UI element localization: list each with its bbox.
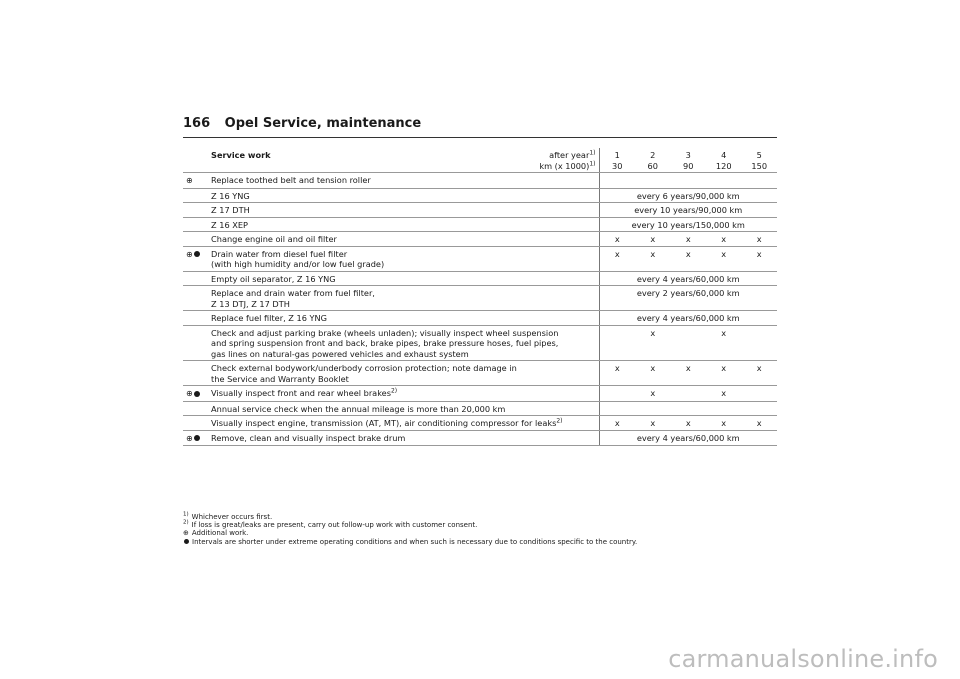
interval-mark: x [599, 246, 635, 271]
footnote-text: Additional work. [191, 529, 249, 538]
service-work-text: Z 17 DTH [208, 203, 599, 218]
interval-mark: x [599, 416, 635, 431]
footnote [183, 513, 637, 521]
row-marker [183, 311, 208, 326]
watermark: carmanualsonline.info [668, 645, 938, 673]
interval-col-5: 5 150 [741, 148, 777, 173]
service-work-text: Remove, clean and visually inspect brake drum [208, 430, 599, 446]
footnote-ref: 2) [556, 417, 563, 425]
interval-mark [599, 325, 635, 361]
table-row [183, 361, 777, 386]
row-marker [183, 246, 208, 271]
interval-mark: x [635, 386, 670, 402]
interval-axis-labels [539, 150, 595, 171]
service-work-heading: Service work [211, 150, 271, 160]
interval-col-3: 3 90 [671, 148, 706, 173]
interval-text: every 10 years/90,000 km [599, 203, 777, 218]
interval-mark: x [741, 416, 777, 431]
interval-mark: x [599, 232, 635, 247]
additional-work-icon: ⊕ [186, 176, 193, 185]
row-marker [183, 430, 208, 446]
footnote-text: Intervals are shorter under extreme operating conditions and when such is necessary due to conditions specific to the country. [192, 537, 638, 546]
footnote-ref: 1) [589, 159, 596, 167]
row-marker [183, 361, 208, 386]
interval-mark: x [635, 232, 670, 247]
interval-mark: x [671, 246, 706, 271]
footnote-marker: 2) [183, 519, 189, 526]
interval-text: every 4 years/60,000 km [599, 271, 777, 286]
row-marker [183, 217, 208, 232]
service-work-text: Change engine oil and oil filter [208, 232, 599, 247]
interval-col-4: 4 120 [706, 148, 741, 173]
table-row [183, 271, 777, 286]
service-work-text: Replace fuel filter, Z 16 YNG [208, 311, 599, 326]
table-row [183, 430, 777, 446]
service-work-text: Visually inspect front and rear wheel brakes$^{2)}$ [208, 386, 599, 402]
service-work-text: Z 16 XEP [208, 217, 599, 232]
service-work-text: Annual service check when the annual mileage is more than 20,000 km [208, 401, 599, 416]
interval-mark [671, 325, 706, 361]
interval-mark: x [599, 361, 635, 386]
row-marker [183, 232, 208, 247]
interval-mark [741, 386, 777, 402]
short-interval-icon [194, 391, 200, 397]
table-header-row [183, 148, 777, 173]
table-row [183, 217, 777, 232]
interval-text: every 10 years/150,000 km [599, 217, 777, 232]
row-marker [183, 173, 208, 189]
interval-mark: x [671, 416, 706, 431]
row-marker [183, 188, 208, 203]
interval-mark: x [741, 246, 777, 271]
row-marker [183, 401, 208, 416]
interval-mark [741, 325, 777, 361]
service-work-text: Z 16 YNG [208, 188, 599, 203]
table-row [183, 246, 777, 271]
page-title: Opel Service, maintenance [224, 116, 422, 131]
km-label: km (x 1000) [539, 160, 590, 171]
service-work-text: Replace and drain water from fuel filter, Z 13 DTJ, Z 17 DTH [208, 286, 599, 311]
table-row [183, 416, 777, 431]
interval-text [599, 173, 777, 189]
footnote-ref: 1) [589, 149, 596, 157]
short-interval-icon [184, 539, 189, 544]
service-work-text: Check and adjust parking brake (wheels unladen); visually inspect wheel suspension and spring suspension front and back, brake pipes, brake pressure hoses, fuel pipes, gas lines on natural-gas powered vehicles and exhaust system [208, 325, 599, 361]
footnote [183, 521, 637, 529]
row-marker [183, 271, 208, 286]
footnote [183, 529, 637, 537]
interval-mark: x [706, 361, 741, 386]
table-row [183, 286, 777, 311]
interval-col-1: 1 30 [599, 148, 635, 173]
interval-mark: x [635, 361, 670, 386]
row-marker [183, 325, 208, 361]
interval-mark: x [741, 361, 777, 386]
service-work-text: Check external bodywork/underbody corrosion protection; note damage in the Service and Warranty Booklet [208, 361, 599, 386]
row-marker [183, 286, 208, 311]
interval-mark: x [671, 361, 706, 386]
service-work-text: Drain water from diesel fuel filter (with high humidity and/or low fuel grade) [208, 246, 599, 271]
service-work-text: Replace toothed belt and tension roller [208, 173, 599, 189]
interval-text [599, 401, 777, 416]
footnote-ref: 2) [390, 387, 398, 395]
footnote-text: Whichever occurs first. [191, 513, 273, 521]
additional-work-icon: ⊕ [186, 433, 193, 443]
service-work-text: Empty oil separator, Z 16 YNG [208, 271, 599, 286]
interval-mark: x [671, 232, 706, 247]
footnote-text: If loss is great/leaks are present, carry out follow-up work with customer consent. [191, 521, 478, 530]
interval-mark: x [706, 325, 741, 361]
page-number: 166 [183, 116, 211, 131]
interval-mark [671, 386, 706, 402]
table-row [183, 311, 777, 326]
interval-text: every 4 years/60,000 km [599, 430, 777, 446]
table-row [183, 232, 777, 247]
interval-mark: x [635, 325, 670, 361]
page-header [183, 116, 421, 131]
interval-mark: x [706, 232, 741, 247]
table-row [183, 325, 777, 361]
table-row [183, 188, 777, 203]
interval-text: every 2 years/60,000 km [599, 286, 777, 311]
footnote-marker: 1) [183, 511, 189, 518]
interval-mark: x [706, 386, 741, 402]
additional-work-icon: ⊕ [186, 249, 193, 259]
interval-mark: x [706, 416, 741, 431]
row-marker [183, 203, 208, 218]
interval-mark: x [635, 246, 670, 271]
header-rule [183, 137, 777, 138]
additional-work-icon: ⊕ [183, 529, 189, 538]
table-row [183, 401, 777, 416]
interval-col-2: 2 60 [635, 148, 670, 173]
table-row [183, 203, 777, 218]
table-row [183, 173, 777, 189]
footnotes [183, 513, 637, 546]
row-marker [183, 416, 208, 431]
row-marker [183, 386, 208, 402]
interval-text: every 6 years/90,000 km [599, 188, 777, 203]
interval-mark: x [706, 246, 741, 271]
footnote [183, 538, 637, 546]
service-table [183, 148, 777, 446]
short-interval-icon [194, 435, 200, 441]
interval-mark: x [741, 232, 777, 247]
after-year-label: after year [549, 150, 590, 160]
table-row [183, 386, 777, 402]
interval-mark [599, 386, 635, 402]
short-interval-icon [194, 251, 200, 257]
additional-work-icon: ⊕ [186, 389, 193, 398]
interval-text: every 4 years/60,000 km [599, 311, 777, 326]
service-work-text: Visually inspect engine, transmission (AT, MT), air conditioning compressor for leaks$^{2)}$ [208, 416, 599, 431]
interval-mark: x [635, 416, 670, 431]
